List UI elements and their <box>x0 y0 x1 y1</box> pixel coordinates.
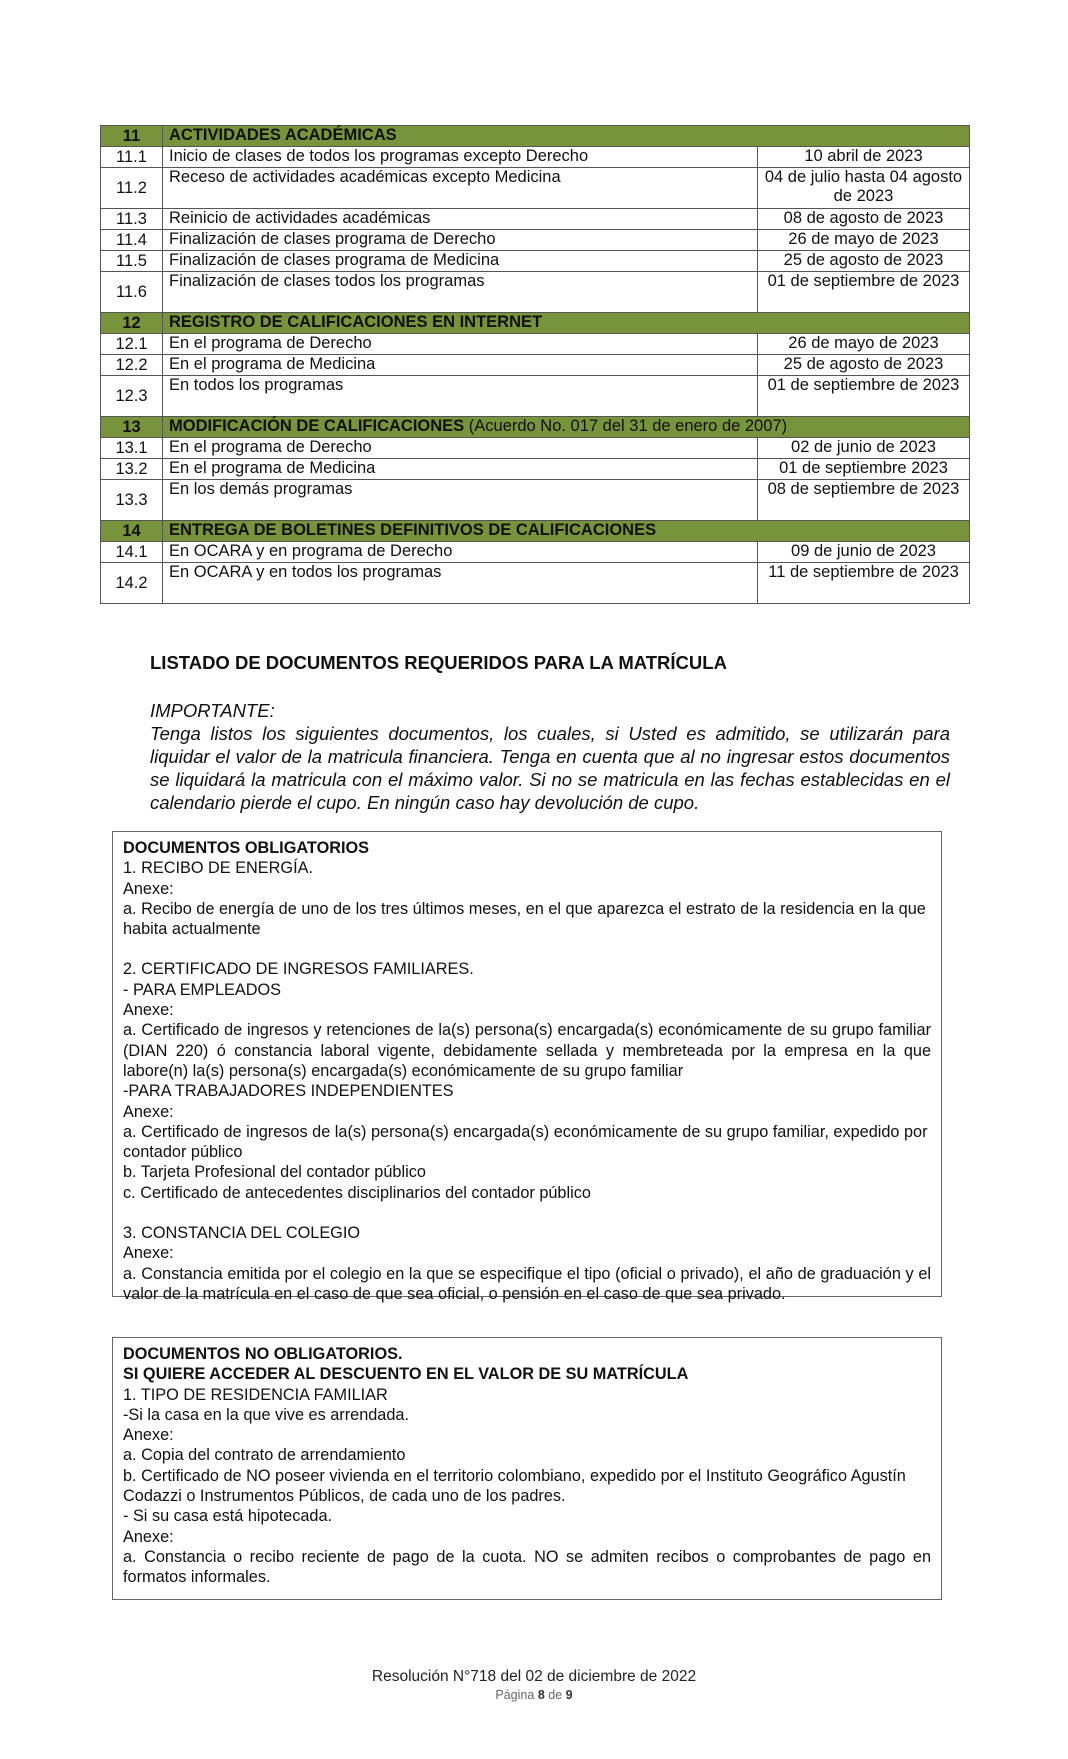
row-number: 13.2 <box>101 459 163 480</box>
subgroup-label: - PARA EMPLEADOS <box>123 980 282 999</box>
section-header-row <box>101 313 970 334</box>
anexe-label: Anexe: <box>123 1001 174 1020</box>
section-note: (Acuerdo No. 017 del 31 de enero de 2007) <box>468 417 788 435</box>
subgroup-label: -Si la casa en la que vive es arrendada. <box>123 1405 409 1424</box>
subgroup-label: -PARA TRABAJADORES INDEPENDIENTES <box>123 1082 454 1101</box>
table-row <box>101 230 970 251</box>
row-date: 09 de junio de 2023 <box>758 542 970 563</box>
row-number: 11.4 <box>101 230 163 251</box>
requirement-text: a. Recibo de energía de uno de los tres últimos meses, en el que aparezca el estrato de la residencia en la que habita actualmente <box>123 899 926 939</box>
optional-subtitle: SI QUIERE ACCEDER AL DESCUENTO EN EL VALOR DE SU MATRÍCULA <box>123 1365 689 1384</box>
anexe-label: Anexe: <box>123 1426 174 1445</box>
table-row <box>101 438 970 459</box>
section-number: 14 <box>101 521 163 542</box>
row-number: 11.3 <box>101 209 163 230</box>
requirement-text: a. Constancia o recibo reciente de pago de la cuota. NO se admiten recibos o comprobantes de pago en formatos informales. <box>123 1547 931 1587</box>
page-current: 8 <box>537 1688 545 1702</box>
row-number: 12.2 <box>101 355 163 376</box>
row-description: En el programa de Derecho <box>163 438 758 459</box>
table-row <box>101 147 970 168</box>
resolution-text: Resolución N°718 del 02 de diciembre de 2022 <box>371 1668 697 1685</box>
row-description: En OCARA y en programa de Derecho <box>163 542 758 563</box>
row-description: En el programa de Medicina <box>163 355 758 376</box>
anexe-label: Anexe: <box>123 879 174 898</box>
row-date: 25 de agosto de 2023 <box>758 251 970 272</box>
table-row <box>101 376 970 417</box>
requirement-text: a. Constancia emitida por el colegio en la que se especifique el tipo (oficial o privado), el año de graduación y el valor de la matrícula en el caso de que sea oficial, o pensión en el caso de que sea privado. <box>123 1264 931 1303</box>
requirement-text: a. Certificado de ingresos de la(s) persona(s) encargada(s) económicamente de su grupo familiar, expedido por contador público <box>123 1122 928 1162</box>
table-row <box>101 480 970 521</box>
row-description: Inicio de clases de todos los programas excepto Derecho <box>163 147 758 168</box>
section-title: MODIFICACIÓN DE CALIFICACIONES <box>169 417 465 435</box>
item-title: 3. CONSTANCIA DEL COLEGIO <box>123 1224 361 1243</box>
section-number: 13 <box>101 417 163 438</box>
row-description: Finalización de clases programa de Derecho <box>163 230 758 251</box>
row-number: 11.2 <box>101 168 163 209</box>
requirement-text: a. Certificado de ingresos y retenciones de la(s) persona(s) encargada(s) económicamente de su grupo familiar (DIAN 220) ó constancia laboral vigente, debidamente sellada y membreteada por la empresa en la que labore(n) la(s) persona(s) encargada(s) económicamente de su grupo familiar <box>123 1021 931 1080</box>
important-label: IMPORTANTE: <box>150 700 275 721</box>
table-row <box>101 542 970 563</box>
row-number: 12.1 <box>101 334 163 355</box>
section-title: ACTIVIDADES ACADÉMICAS <box>163 126 970 147</box>
row-date: 26 de mayo de 2023 <box>758 334 970 355</box>
row-description: Finalización de clases programa de Medicina <box>163 251 758 272</box>
item-title: 1. RECIBO DE ENERGÍA. <box>123 859 313 878</box>
item-title: 2. CERTIFICADO DE INGRESOS FAMILIARES. <box>123 960 474 979</box>
row-number: 13.1 <box>101 438 163 459</box>
row-date: 11 de septiembre de 2023 <box>758 563 970 604</box>
documents-heading: LISTADO DE DOCUMENTOS REQUERIDOS PARA LA MATRÍCULA <box>150 652 727 673</box>
anexe-label: Anexe: <box>123 1244 174 1263</box>
row-description: En todos los programas <box>163 376 758 417</box>
section-header-row <box>101 417 970 438</box>
row-number: 11.6 <box>101 272 163 313</box>
row-number: 14.2 <box>101 563 163 604</box>
spacer <box>123 939 931 959</box>
section-header-row <box>101 126 970 147</box>
row-date: 02 de junio de 2023 <box>758 438 970 459</box>
table-row <box>101 168 970 209</box>
row-description: En el programa de Derecho <box>163 334 758 355</box>
row-date: 01 de septiembre de 2023 <box>758 376 970 417</box>
page-separator: de <box>548 1688 563 1702</box>
table-row <box>101 459 970 480</box>
row-description: Finalización de clases todos los programas <box>163 272 758 313</box>
section-number: 11 <box>101 126 163 147</box>
table-row <box>101 272 970 313</box>
important-text: Tenga listos los siguientes documentos, los cuales, si Usted es admitido, se utilizarán para liquidar el valor de la matricula financiera. Tenga en cuenta que al no ingresar estos documentos se liquidará la matricula con el máximo valor. Si no se matricula en las fechas establecidas en el calendario pierde el cupo. En ningún caso hay devolución de cupo. <box>150 723 950 813</box>
row-date: 26 de mayo de 2023 <box>758 230 970 251</box>
requirement-text: b. Tarjeta Profesional del contador público <box>123 1163 426 1182</box>
row-number: 13.3 <box>101 480 163 521</box>
requirement-text: b. Certificado de NO poseer vivienda en el territorio colombiano, expedido por el Instituto Geográfico Agustín Codazzi o Instrumentos Públicos, de cada uno de los padres. <box>123 1466 906 1506</box>
subgroup-label: - Si su casa está hipotecada. <box>123 1507 333 1526</box>
row-date: 04 de julio hasta 04 agosto de 2023 <box>758 168 970 209</box>
row-number: 11.1 <box>101 147 163 168</box>
row-description: Receso de actividades académicas excepto Medicina <box>163 168 758 209</box>
anexe-label: Anexe: <box>123 1527 174 1546</box>
item-title: 1. TIPO DE RESIDENCIA FAMILIAR <box>123 1385 388 1404</box>
section-number: 12 <box>101 313 163 334</box>
row-date: 08 de agosto de 2023 <box>758 209 970 230</box>
section-title: ENTREGA DE BOLETINES DEFINITIVOS DE CALIFICACIONES <box>163 521 970 542</box>
section-title-cell <box>163 417 970 438</box>
anexe-label: Anexe: <box>123 1102 174 1121</box>
page-total: 9 <box>565 1688 573 1702</box>
row-number: 11.5 <box>101 251 163 272</box>
important-notice <box>150 699 950 814</box>
page-prefix: Página <box>495 1688 535 1702</box>
page-footer <box>0 1668 1068 1702</box>
table-row <box>101 209 970 230</box>
section-title: REGISTRO DE CALIFICACIONES EN INTERNET <box>163 313 970 334</box>
page-number <box>0 1688 1068 1702</box>
spacer <box>123 1203 931 1223</box>
row-description: En el programa de Medicina <box>163 459 758 480</box>
row-date: 25 de agosto de 2023 <box>758 355 970 376</box>
mandatory-documents-box <box>112 831 942 1303</box>
row-number: 14.1 <box>101 542 163 563</box>
optional-documents-box <box>112 1337 942 1600</box>
row-description: Reinicio de actividades académicas <box>163 209 758 230</box>
row-date: 01 de septiembre 2023 <box>758 459 970 480</box>
table-row <box>101 355 970 376</box>
mandatory-title: DOCUMENTOS OBLIGATORIOS <box>123 839 370 857</box>
row-date: 01 de septiembre de 2023 <box>758 272 970 313</box>
requirement-text: a. Copia del contrato de arrendamiento <box>123 1446 406 1465</box>
row-description: En OCARA y en todos los programas <box>163 563 758 604</box>
table-row <box>101 251 970 272</box>
requirement-text: c. Certificado de antecedentes disciplinarios del contador público <box>123 1183 591 1202</box>
academic-calendar-table <box>100 125 970 604</box>
row-date: 08 de septiembre de 2023 <box>758 480 970 521</box>
row-number: 12.3 <box>101 376 163 417</box>
row-date: 10 abril de 2023 <box>758 147 970 168</box>
table-row <box>101 334 970 355</box>
table-row <box>101 563 970 604</box>
row-description: En los demás programas <box>163 480 758 521</box>
section-header-row <box>101 521 970 542</box>
optional-title: DOCUMENTOS NO OBLIGATORIOS. <box>123 1345 403 1363</box>
